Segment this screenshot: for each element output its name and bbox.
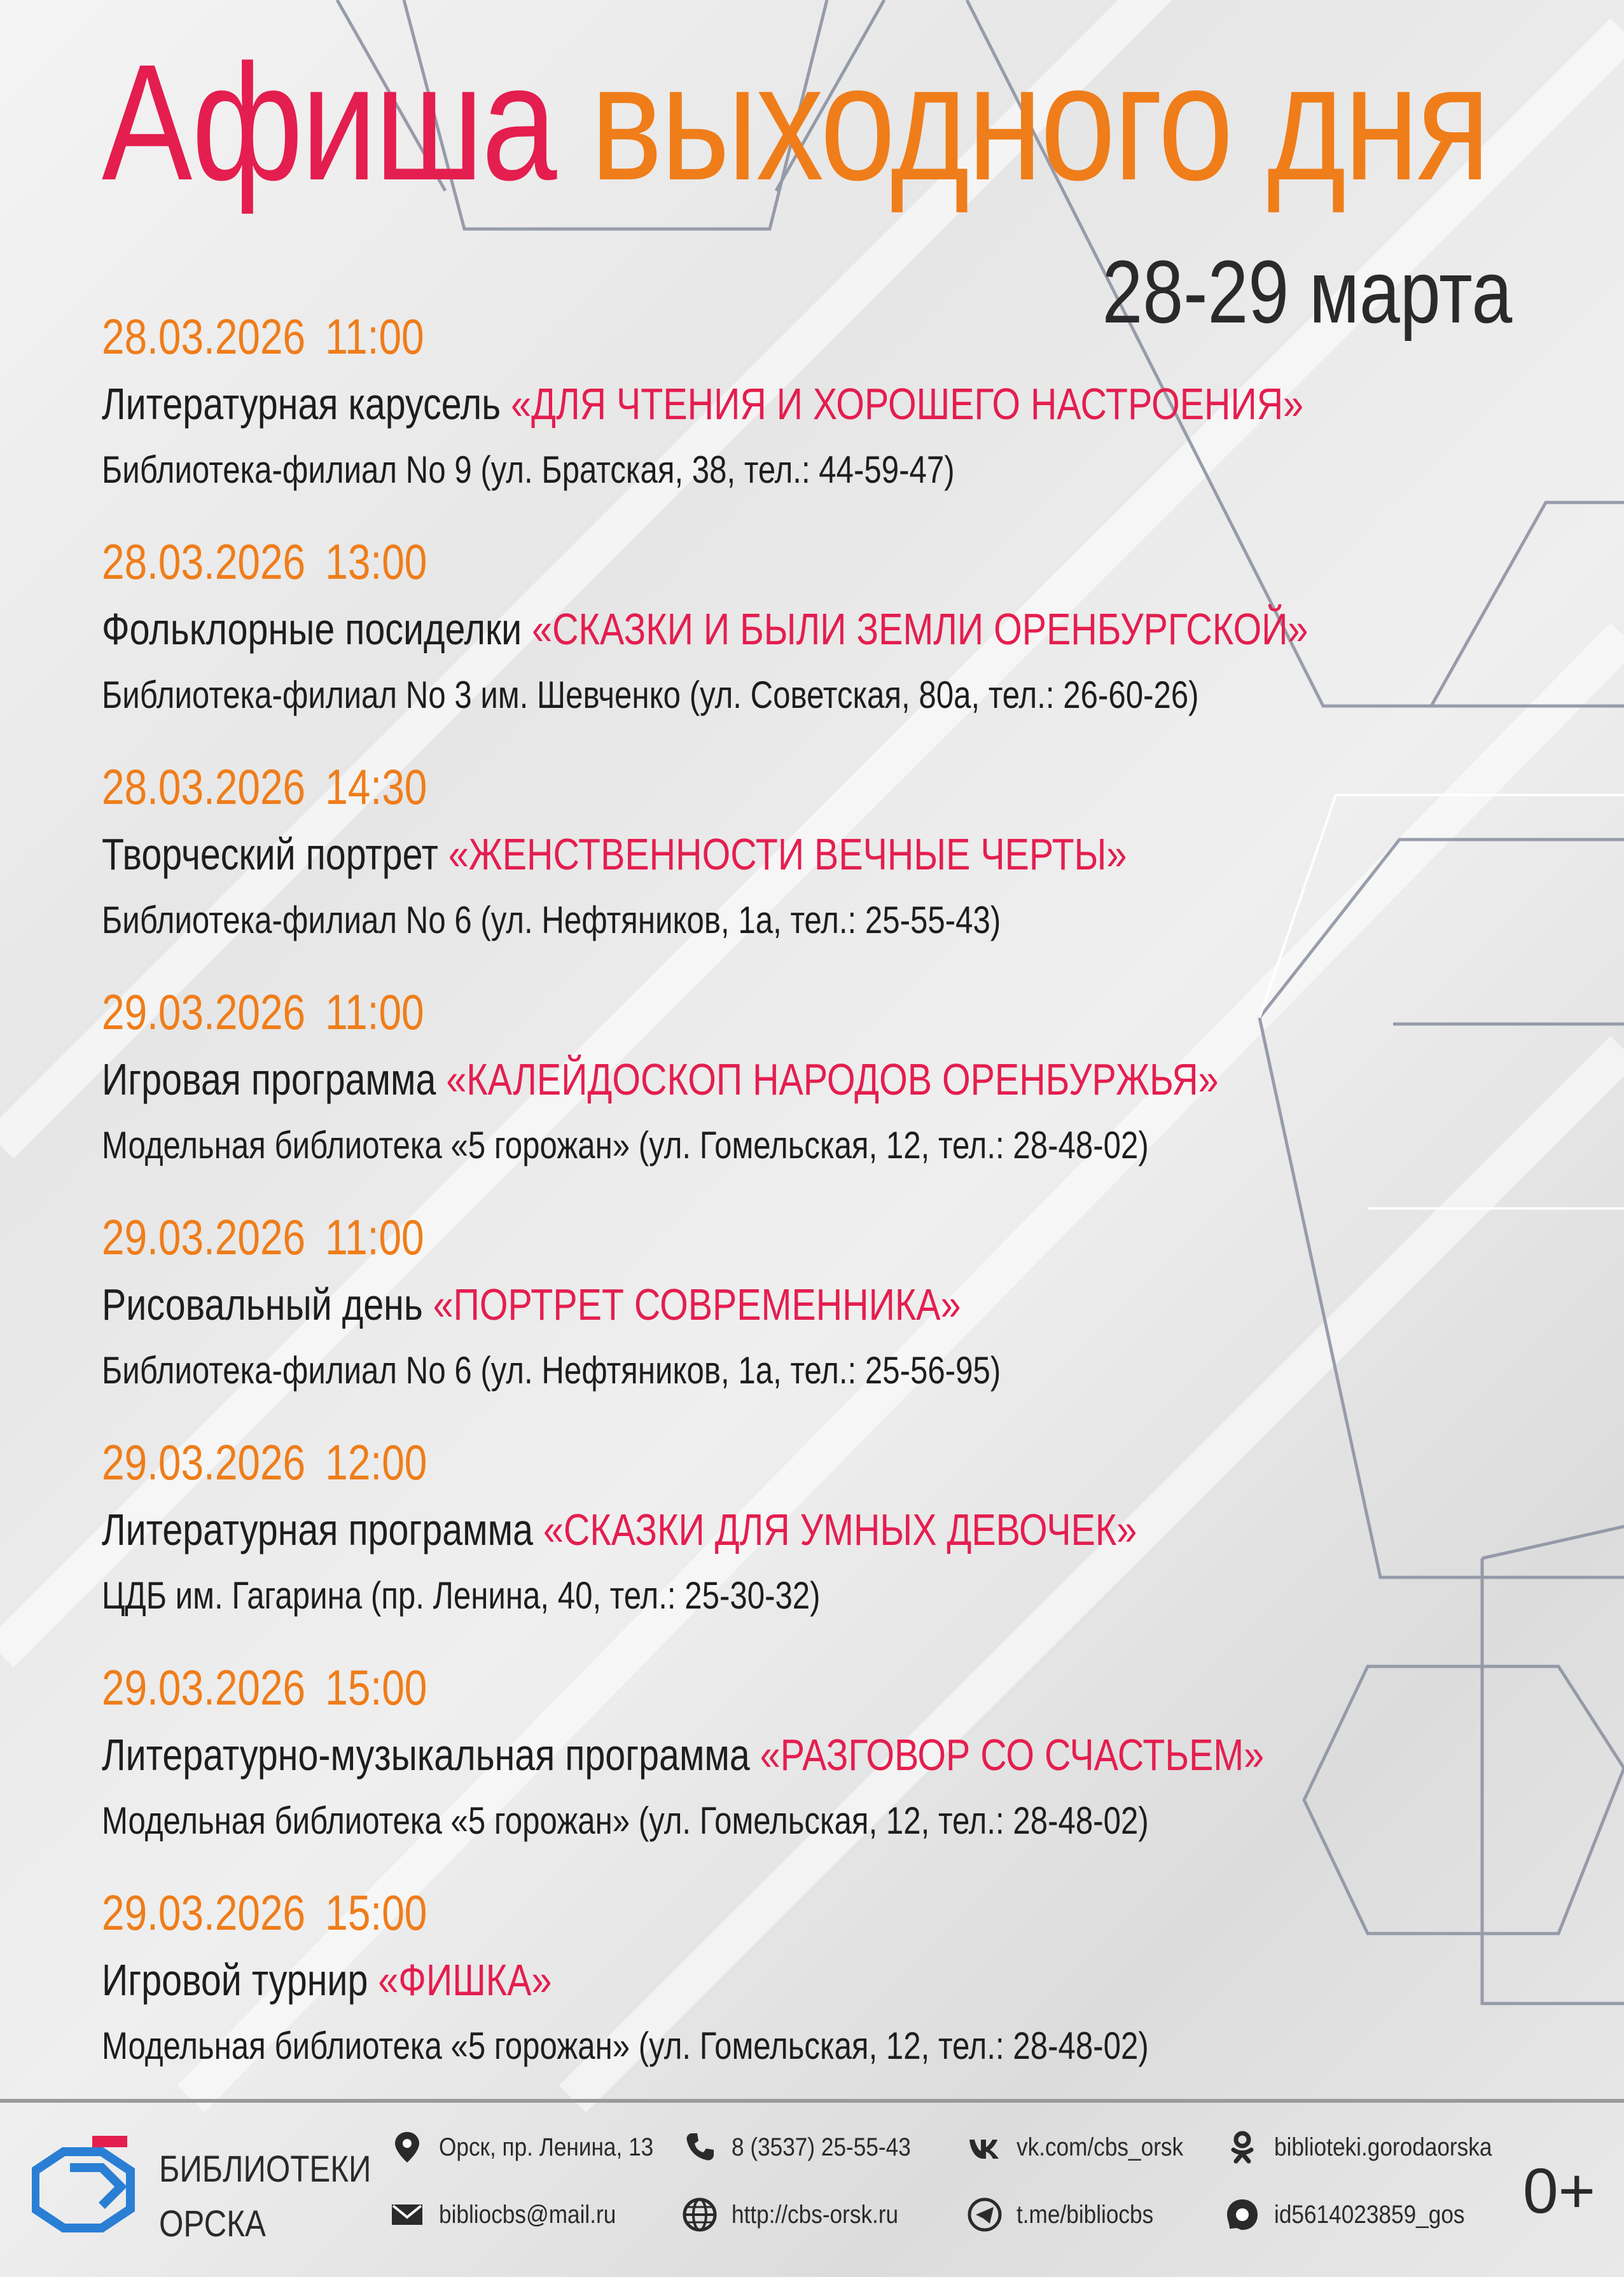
event-type: Игровая программа: [102, 1055, 436, 1104]
event-datetime: [102, 752, 1249, 821]
event-list: [102, 302, 1501, 2103]
event-time: 11:00: [325, 1209, 424, 1265]
max-icon: [1225, 2197, 1260, 2232]
event-date: 29.03.2026: [102, 1885, 306, 1941]
event-type: Литературно-музыкальная программа: [102, 1730, 750, 1780]
max-link[interactable]: id5614023859_gos: [1274, 2200, 1465, 2229]
event-item: [102, 1653, 1501, 1878]
event-title: [102, 1046, 1249, 1112]
vk-icon: [967, 2129, 1003, 2165]
event-place: Библиотека-филиал No 9 (ул. Братская, 38, тел.: 44-59-47): [102, 448, 955, 491]
address-text: Орск, пр. Ленина, 13: [439, 2133, 654, 2161]
event-time: 12:00: [325, 1434, 427, 1490]
event-type: Рисовальный день: [102, 1280, 423, 1329]
event-time: 13:00: [325, 534, 427, 590]
library-logo-icon: [32, 2129, 146, 2238]
event-datetime: [102, 527, 1249, 596]
event-type: Литературная карусель: [102, 379, 501, 429]
mail-icon: [389, 2197, 425, 2232]
event-name: «ПОРТРЕТ СОВРЕМЕННИКА»: [433, 1280, 961, 1329]
event-item: [102, 302, 1501, 527]
event-type: Игровой турнир: [102, 1955, 368, 2005]
event-time: 11:00: [325, 984, 424, 1040]
event-title: [102, 371, 1304, 437]
contact-email[interactable]: [389, 2197, 640, 2232]
event-title: [102, 1497, 1249, 1563]
ok-link[interactable]: biblioteki.gorodaorska: [1274, 2133, 1492, 2161]
event-item: [102, 752, 1501, 978]
contact-site[interactable]: [682, 2197, 921, 2232]
contact-ok[interactable]: [1225, 2129, 1522, 2165]
event-title: [102, 1722, 1265, 1788]
event-place: Библиотека-филиал No 6 (ул. Нефтяников, 1а, тел.: 25-56-95): [102, 1349, 1001, 1392]
ok-icon: [1225, 2129, 1260, 2165]
event-name: «КАЛЕЙДОСКОП НАРОДОВ ОРЕНБУРЖЬЯ»: [446, 1055, 1219, 1104]
event-place: Библиотека-филиал No 3 им. Шевченко (ул. Советская, 80а, тел.: 26-60-26): [102, 674, 1199, 716]
phone-text: 8 (3537) 25-55-43: [732, 2133, 911, 2161]
event-title: [102, 1271, 1249, 1338]
event-time: 14:30: [325, 759, 427, 815]
event-title: [102, 1947, 1249, 2013]
event-date: 28.03.2026: [102, 534, 306, 590]
phone-icon: [682, 2129, 718, 2165]
event-item: [102, 978, 1501, 1203]
event-type: Литературная программа: [102, 1505, 534, 1554]
event-item: [102, 1203, 1501, 1428]
event-datetime: [102, 1653, 1249, 1722]
event-name: «ДЛЯ ЧТЕНИЯ И ХОРОШЕГО НАСТРОЕНИЯ»: [511, 379, 1304, 429]
org-name-line1: БИБЛИОТЕКИ: [159, 2149, 371, 2190]
event-name: «СКАЗКИ И БЫЛИ ЗЕМЛИ ОРЕНБУРГСКОЙ»: [532, 604, 1308, 654]
event-date: 28.03.2026: [102, 759, 306, 815]
contact-address: [389, 2129, 683, 2165]
org-name-line2: ОРСКА: [159, 2203, 266, 2245]
event-title: [102, 821, 1249, 887]
event-title: [102, 596, 1308, 662]
event-type: Фольклорные посиделки: [102, 604, 522, 654]
event-date: 29.03.2026: [102, 1434, 306, 1490]
event-time: 15:00: [325, 1885, 427, 1941]
telegram-link[interactable]: t.me/bibliocbs: [1017, 2200, 1154, 2229]
date-range: 28-29 марта: [1102, 242, 1512, 342]
event-datetime: [102, 1203, 1249, 1271]
event-place: Модельная библиотека «5 горожан» (ул. Гомельская, 12, тел.: 28-48-02): [102, 2024, 1149, 2067]
event-item: [102, 1878, 1501, 2103]
event-place: Модельная библиотека «5 горожан» (ул. Гомельская, 12, тел.: 28-48-02): [102, 1799, 1149, 1842]
event-name: «РАЗГОВОР СО СЧАСТЬЕМ»: [760, 1730, 1265, 1780]
contact-max[interactable]: [1225, 2197, 1490, 2232]
contact-telegram[interactable]: [967, 2197, 1172, 2232]
event-time: 11:00: [325, 308, 424, 364]
event-date: 29.03.2026: [102, 1659, 306, 1715]
footer: [0, 2103, 1624, 2277]
vk-link[interactable]: vk.com/cbs_orsk: [1017, 2133, 1184, 2161]
event-date: 29.03.2026: [102, 984, 306, 1040]
event-type: Творческий портрет: [102, 829, 438, 879]
email-link[interactable]: bibliocbs@mail.ru: [439, 2200, 616, 2229]
event-datetime: [102, 978, 1249, 1046]
event-item: [102, 1428, 1501, 1653]
event-name: «СКАЗКИ ДЛЯ УМНЫХ ДЕВОЧЕК»: [543, 1505, 1137, 1554]
event-name: «ЖЕНСТВЕННОСТИ ВЕЧНЫЕ ЧЕРТЫ»: [448, 829, 1127, 879]
age-rating-badge: 0+: [1522, 2156, 1595, 2227]
event-datetime: [102, 1878, 1249, 1947]
event-date: 29.03.2026: [102, 1209, 306, 1265]
event-item: [102, 527, 1501, 752]
site-link[interactable]: http://cbs-orsk.ru: [732, 2200, 899, 2229]
contact-phone: [682, 2129, 935, 2165]
event-place: Модельная библиотека «5 горожан» (ул. Гомельская, 12, тел.: 28-48-02): [102, 1124, 1149, 1166]
event-date: 28.03.2026: [102, 308, 306, 364]
org-name: [159, 2142, 371, 2252]
event-place: Библиотека-филиал No 6 (ул. Нефтяников, 1а, тел.: 25-55-43): [102, 899, 1001, 941]
event-datetime: [102, 302, 1249, 371]
title-part1: Афиша: [102, 31, 555, 215]
title-part2: выходного дня: [590, 31, 1489, 215]
globe-icon: [682, 2197, 718, 2232]
event-datetime: [102, 1428, 1249, 1497]
event-name: «ФИШКА»: [378, 1955, 552, 2005]
event-time: 15:00: [325, 1659, 427, 1715]
map-pin-icon: [389, 2129, 425, 2165]
page-title: [102, 32, 1488, 214]
telegram-icon: [967, 2197, 1003, 2232]
contact-vk[interactable]: [967, 2129, 1206, 2165]
event-place: ЦДБ им. Гагарина (пр. Ленина, 40, тел.: 25-30-32): [102, 1574, 821, 1617]
